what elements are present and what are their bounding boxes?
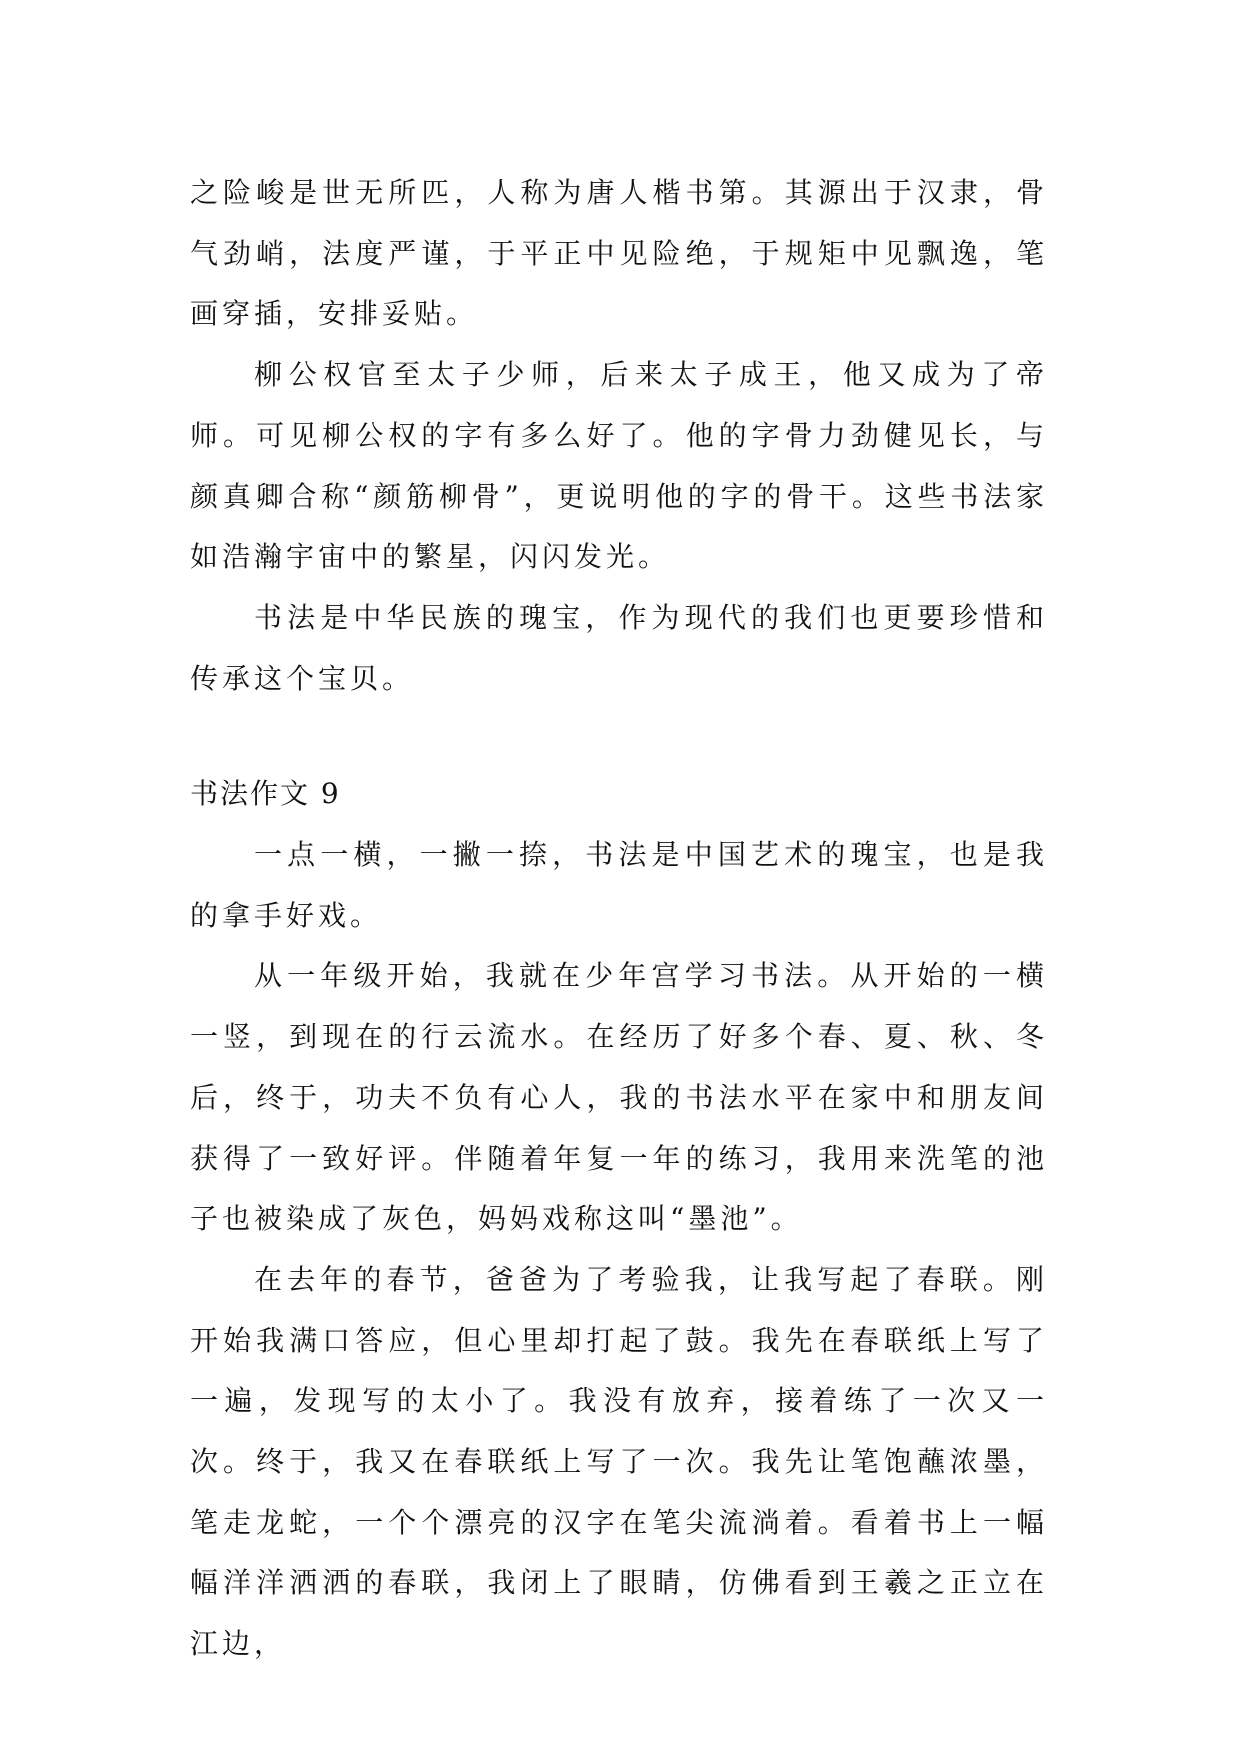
paragraph: 在去年的春节，爸爸为了考验我，让我写起了春联。刚开始我满口答应，但心里却打起了鼓。我先在春联纸上写了一遍，发现写的太小了。我没有放弃，接着练了一次又一次。终于，我又在春联纸上写了一次。我先让笔饱蘸浓墨，笔走龙蛇，一个个漂亮的汉字在笔尖流淌着。看着书上一幅幅洋洋洒洒的春联，我闭上了眼睛，仿佛看到王羲之正立在江边， xyxy=(190,1262,1048,1661)
paragraph: 柳公权官至太子少师，后来太子成王，他又成为了帝师。可见柳公权的字有多么好了。他的字骨力劲健见长，与颜真卿合称“颜筋柳骨”，更说明他的字的骨干。这些书法家如浩瀚宇宙中的繁星，闪闪发光。 xyxy=(190,358,1048,574)
document-body xyxy=(190,163,1048,1675)
section-title: 书法作文 9 xyxy=(190,777,341,811)
paragraph: 书法是中华民族的瑰宝，作为现代的我们也更要珍惜和传承这个宝贝。 xyxy=(190,600,1048,695)
paragraph: 一点一横，一撇一捺，书法是中国艺术的瑰宝，也是我的拿手好戏。 xyxy=(190,838,1048,932)
paragraph: 从一年级开始，我就在少年宫学习书法。从开始的一横一竖，到现在的行云流水。在经历了好多个春、夏、秋、冬后，终于，功夫不负有心人，我的书法水平在家中和朋友间获得了一致好评。伴随着年复一年的练习，我用来洗笔的池子也被染成了灰色，妈妈戏称这叫“墨池”。 xyxy=(190,959,1048,1236)
paragraph-continued: 之险峻是世无所匹，人称为唐人楷书第。其源出于汉隶，骨气劲峭，法度严谨，于平正中见险绝，于规矩中见飘逸，笔画穿插，安排妥贴。 xyxy=(190,176,1048,331)
